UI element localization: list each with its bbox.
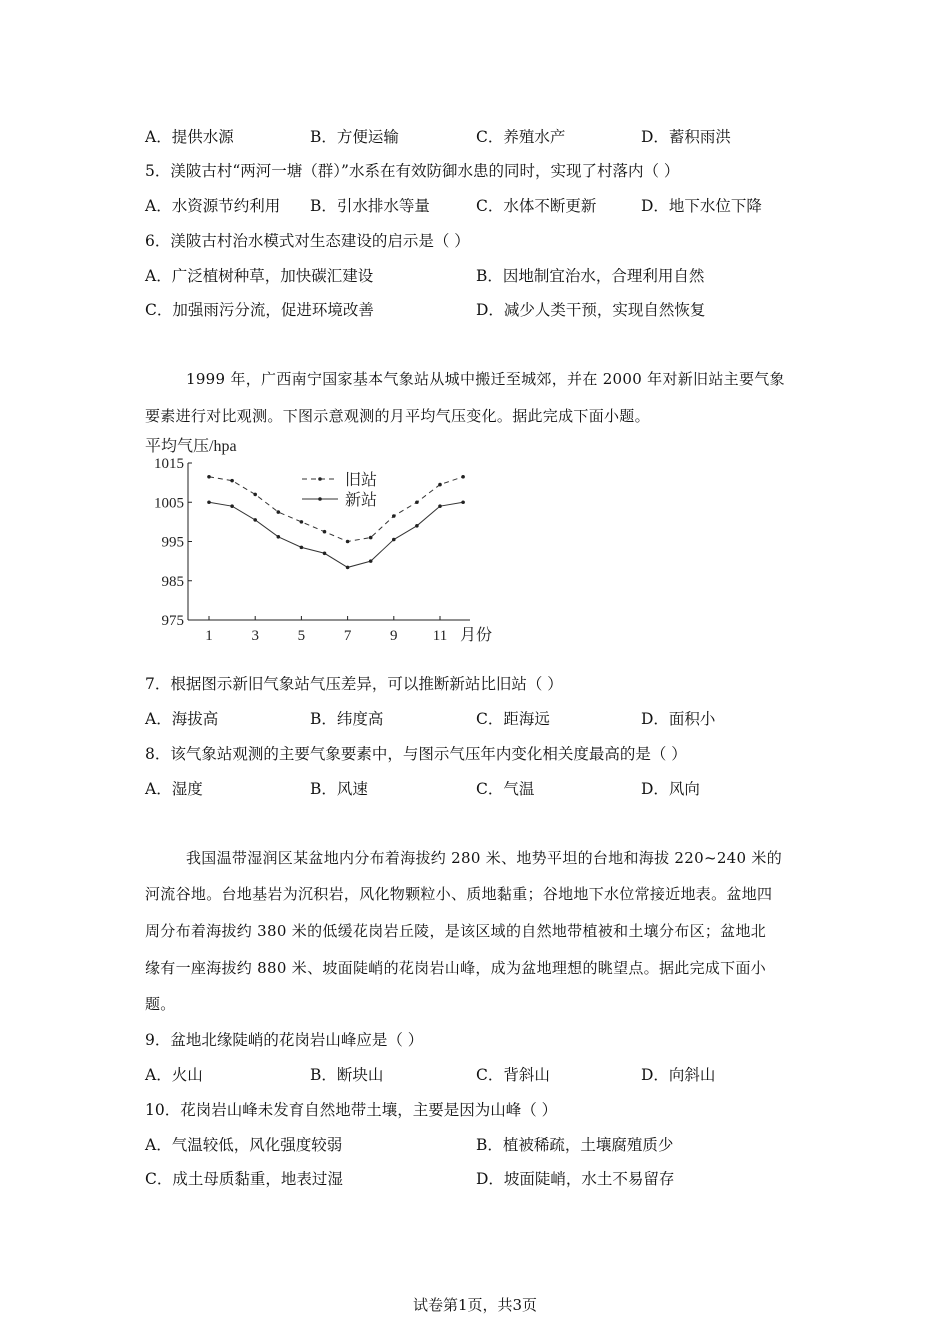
legend-label: 新站 <box>345 492 378 509</box>
page-footer: 试卷第1页，共3页 <box>412 1296 538 1314</box>
q6-option-a: A．广泛植树种草，加快碳汇建设 <box>145 267 374 285</box>
q8-option-a: A．湿度 <box>145 780 203 798</box>
x-tick-label: 1 <box>205 628 213 644</box>
legend-marker <box>318 477 322 481</box>
q10-option-b: B．植被稀疏，土壤腐殖质少 <box>476 1136 674 1154</box>
q10-option-a: A．气温较低，风化强度较弱 <box>145 1136 343 1154</box>
chart-xlabel: 月份 <box>460 627 493 644</box>
data-point <box>392 538 396 542</box>
legend-label: 旧站 <box>345 472 378 489</box>
q4-option-d: D．蓄积雨洪 <box>641 128 731 146</box>
data-point <box>438 483 442 487</box>
data-point <box>207 475 211 479</box>
q9-option-a: A．火山 <box>145 1066 203 1084</box>
y-tick-label: 1015 <box>154 456 184 472</box>
q7-option-b: B．纬度高 <box>310 710 384 728</box>
data-point <box>438 504 442 508</box>
q9-option-c: C．背斜山 <box>476 1066 550 1084</box>
q8-stem: 8．该气象站观测的主要气象要素中，与图示气压年内变化相关度最高的是（ ） <box>145 745 687 763</box>
q9-stem: 9．盆地北缘陡峭的花岗岩山峰应是（ ） <box>145 1031 424 1049</box>
data-point <box>230 504 234 508</box>
data-point <box>277 510 281 514</box>
data-point <box>253 493 257 497</box>
q4-option-c: C．养殖水产 <box>476 128 566 146</box>
y-tick-label: 1005 <box>154 495 184 512</box>
data-point <box>300 520 304 524</box>
x-tick-label: 9 <box>390 628 398 644</box>
q5-option-a: A．水资源节约利用 <box>145 197 281 215</box>
x-tick-label: 5 <box>297 628 306 644</box>
legend-marker <box>318 497 322 501</box>
data-point <box>300 546 304 550</box>
data-point <box>277 535 281 539</box>
data-point <box>369 536 373 540</box>
q5-option-d: D．地下水位下降 <box>641 197 762 215</box>
q5-option-b: B．引水排水等量 <box>310 197 430 215</box>
q7-option-d: D．面积小 <box>641 710 716 728</box>
intro2-line4: 缘有一座海拔约 880 米、坡面陡峭的花岗岩山峰，成为盆地理想的眺望点。据此完成下面小 <box>145 959 767 977</box>
q7-option-a: A．海拔高 <box>145 710 219 728</box>
q7-stem: 7．根据图示新旧气象站气压差异，可以推断新站比旧站（ ） <box>145 675 563 693</box>
q8-option-d: D．风向 <box>641 780 700 798</box>
intro2-line2: 河流谷地。台地基岩为沉积岩，风化物颗粒小、质地黏重；谷地地下水位常接近地表。盆地四 <box>145 885 773 903</box>
data-point <box>415 524 419 528</box>
data-point <box>461 475 465 479</box>
y-tick-label: 995 <box>161 534 184 551</box>
data-point <box>346 566 350 570</box>
data-point <box>207 500 211 504</box>
data-point <box>346 540 350 544</box>
data-point <box>323 551 327 555</box>
data-point <box>323 530 327 534</box>
data-point <box>369 559 373 563</box>
chart-ylabel: 平均气压/hpa <box>145 438 237 455</box>
intro2-line5: 题。 <box>145 995 176 1013</box>
data-point <box>461 500 465 504</box>
x-tick-label: 3 <box>251 628 259 644</box>
pressure-chart <box>140 432 510 647</box>
data-point <box>230 479 234 483</box>
intro1-line2: 要素进行对比观测。下图示意观测的月平均气压变化。据此完成下面小题。 <box>145 407 650 425</box>
q8-option-b: B．风速 <box>310 780 368 798</box>
q6-option-b: B．因地制宜治水，合理利用自然 <box>476 267 705 285</box>
y-tick-label: 985 <box>161 573 184 590</box>
q6-stem: 6．渼陂古村治水模式对生态建设的启示是（ ） <box>145 232 470 250</box>
data-point <box>253 518 257 522</box>
q4-option-a: A．提供水源 <box>145 128 234 146</box>
x-tick-label: 7 <box>343 628 352 644</box>
q9-option-d: D．向斜山 <box>641 1066 716 1084</box>
series-line-old-station <box>209 477 463 542</box>
y-tick-label: 975 <box>161 613 184 629</box>
q9-option-b: B．断块山 <box>310 1066 384 1084</box>
series-line-new-station <box>209 502 463 567</box>
q10-stem: 10．花岗岩山峰未发育自然地带土壤，主要是因为山峰（ ） <box>145 1101 558 1119</box>
intro1-line1: 1999 年，广西南宁国家基本气象站从城中搬迁至城郊，并在 2000 年对新旧站主要气象 <box>186 370 785 388</box>
q10-option-d: D．坡面陡峭，水土不易留存 <box>476 1170 675 1188</box>
x-tick-label: 11 <box>432 628 448 644</box>
data-point <box>392 514 396 518</box>
intro2-line1: 我国温带湿润区某盆地内分布着海拔约 280 米、地势平坦的台地和海拔 220~240 米的 <box>186 849 783 867</box>
q6-option-c: C．加强雨污分流，促进环境改善 <box>145 301 374 319</box>
q5-stem: 5．渼陂古村“两河一塘（群）”水系在有效防御水患的同时，实现了村落内（ ） <box>145 162 680 180</box>
q6-option-d: D．减少人类干预，实现自然恢复 <box>476 301 706 319</box>
q8-option-c: C．气温 <box>476 780 535 798</box>
q7-option-c: C．距海远 <box>476 710 550 728</box>
q5-option-c: C．水体不断更新 <box>476 197 597 215</box>
data-point <box>415 500 419 504</box>
q10-option-c: C．成土母质黏重，地表过湿 <box>145 1170 343 1188</box>
q4-option-b: B．方便运输 <box>310 128 399 146</box>
intro2-line3: 周分布着海拔约 380 米的低缓花岗岩丘陵，是该区域的自然地带植被和土壤分布区；盆地北 <box>145 922 767 940</box>
